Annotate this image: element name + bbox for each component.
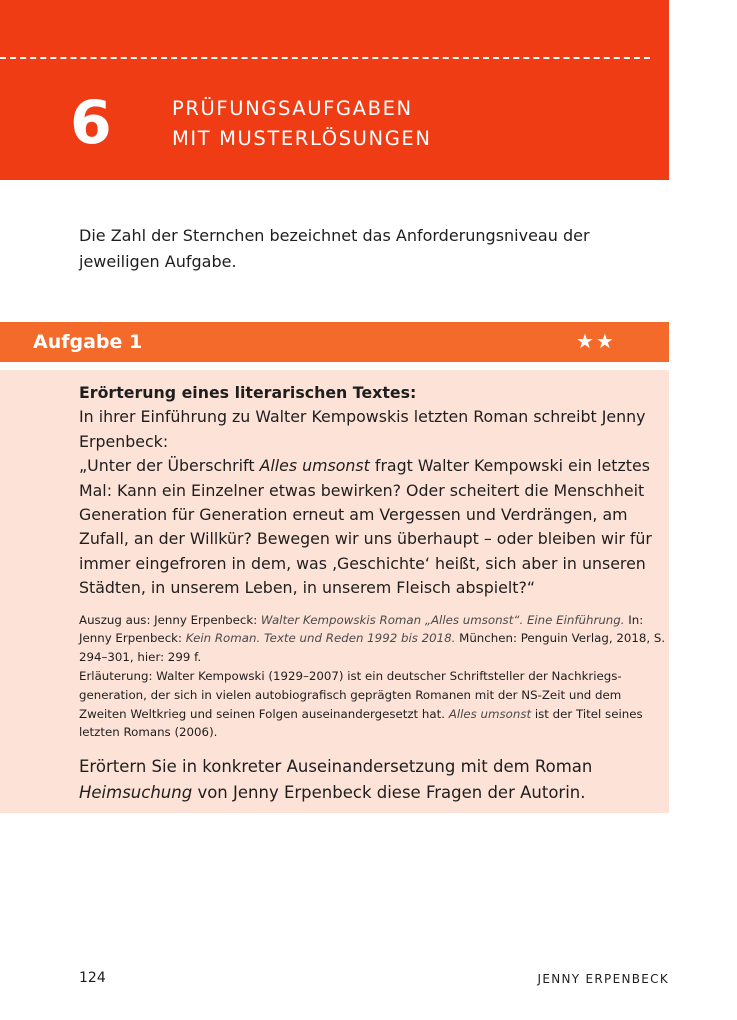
explanation-part1: Erläuterung: Walter Kempowski (1929–2007) ist ein deutscher Schriftsteller der Nachkriegs-generation, der sich in vielen autobiografisch geprägten Romanen mit der NS-Zeit und dem Zweiten Weltkrieg und seinen Folgen auseinandergesetzt hat.	[79, 669, 622, 721]
chapter-title-line2: MIT MUSTERLÖSUNGEN	[172, 127, 432, 150]
running-footer-author: JENNY ERPENBECK	[537, 972, 669, 986]
task-label: Aufgabe 1	[33, 331, 143, 353]
source-prefix: Auszug aus: Jenny Erpenbeck:	[79, 612, 261, 627]
explanation-italic: Alles umsonst	[448, 706, 532, 721]
source-in: In: Jenny Erpenbeck:	[79, 612, 644, 646]
task-instruction	[79, 754, 667, 806]
difficulty-stars-icon: ★★	[576, 329, 616, 353]
chapter-header	[0, 0, 669, 180]
closing-part2: von Jenny Erpenbeck diese Fragen der Autorin.	[192, 783, 586, 803]
task-lead	[79, 381, 667, 601]
chapter-title	[172, 94, 432, 154]
task-lead-text: In ihrer Einführung zu Walter Kempowskis letzten Roman schreibt Jenny Erpenbeck:	[79, 407, 646, 451]
source-title1: Walter Kempowskis Roman „Alles umsonst“. Eine Einführung.	[260, 612, 625, 627]
intro-text: Die Zahl der Sternchen bezeichnet das Anforderungsniveau der jeweiligen Aufgabe.	[79, 226, 590, 271]
quote-part2: fragt Walter Kempowski ein letztes Mal: Kann ein Einzelner etwas bewirken? Oder scheitert die Menschheit Generation für Generation erneut am Vergessen und Verdrängen, am Zufall, an der Willkür? Bewegen wir uns überhaupt – oder bleiben wir für immer eingefroren in dem, was ‚Geschichte‘ heißt, sich aber in unseren Städten, in unserem Leben, in unserem Fleisch abspielt?“	[79, 456, 652, 598]
quote-italic-title: Alles umsonst	[259, 456, 370, 476]
closing-italic: Heimsuchung	[79, 783, 193, 803]
source-citation	[79, 611, 667, 743]
quote-part1: „Unter der Überschrift	[79, 456, 260, 476]
task-heading: Erörterung eines literarischen Textes:	[79, 383, 417, 402]
dashed-divider	[0, 57, 650, 59]
chapter-number: 6	[70, 88, 112, 158]
source-title2: Kein Roman. Texte und Reden 1992 bis 2018.	[185, 631, 456, 646]
closing-part1: Erörtern Sie in konkreter Auseinandersetzung mit dem Roman	[79, 757, 593, 777]
chapter-title-line1: PRÜFUNGSAUFGABEN	[172, 97, 413, 120]
source-rest: München: Penguin Verlag, 2018, S. 294–301, hier: 299 f.	[79, 631, 666, 665]
page-number: 124	[79, 970, 106, 986]
explanation-part2: ist der Titel seines letzten Romans (2006).	[79, 706, 643, 740]
task-content	[79, 381, 667, 806]
task-header-bar	[0, 322, 669, 362]
